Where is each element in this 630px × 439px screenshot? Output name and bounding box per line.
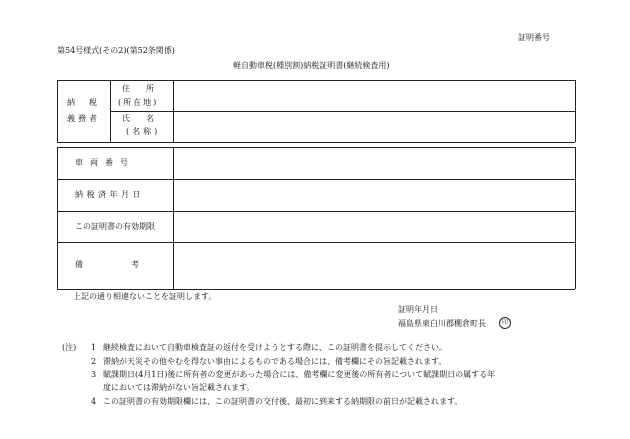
official-seal-icon: 印	[499, 317, 511, 329]
form-number: 第54号様式(その2)(第52条関係)	[57, 46, 175, 55]
address-sub-label: (所在地)	[118, 98, 159, 107]
note-3-number: 3	[91, 370, 97, 379]
vehicle-number-label: 車両番号	[75, 158, 135, 167]
note-3-continuation: 度においては滞納がない旨記載されます。	[103, 383, 255, 392]
certificate-number-label: 証明番号	[518, 33, 550, 42]
note-4-number: 4	[91, 397, 97, 406]
notes-header: (注)	[62, 343, 77, 352]
name-value[interactable]	[178, 117, 568, 135]
note-4-text: この証明書の有効期限欄には、この証明書の交付後、最初に到来する納期限の前日が記載されます。	[103, 397, 463, 406]
taxpayer-label-line2: 義務者	[67, 114, 100, 123]
name-label: 氏 名	[122, 114, 158, 123]
validity-period-label: この証明書の有効期限	[75, 222, 155, 231]
note-3-text: 賦課期日(4月1日)後に所有者の変更があった場合には、備考欄に変更後の所有者について賦課期日の属する年	[103, 370, 496, 379]
payment-date-value[interactable]	[178, 184, 568, 206]
certify-text: 上記の通り相違ないことを証明します。	[73, 292, 217, 301]
address-value[interactable]	[178, 86, 568, 104]
note-1-text: 継続検査において自動車検査証の返付を受けようとする際に、この証明書を提示してください。	[103, 343, 447, 352]
document-title: 軽自動車税(種別割)納税証明書(継続検査用)	[233, 61, 390, 70]
payment-date-label: 納税済年月日	[75, 190, 144, 199]
name-sub-label: (名称)	[126, 127, 161, 136]
address-label: 住 所	[122, 84, 158, 93]
validity-period-value[interactable]	[178, 216, 568, 238]
issuer-name: 福島県東白川郡棚倉町長	[398, 319, 486, 328]
certification-date-label: 証明年月日	[398, 305, 438, 314]
remarks-label: 備 考	[75, 260, 139, 269]
note-1-number: 1	[91, 343, 97, 352]
taxpayer-label-line1: 納 税	[67, 98, 100, 107]
note-2-number: 2	[91, 357, 97, 366]
vehicle-number-value[interactable]	[178, 152, 568, 174]
note-2-text: 滞納が天災その他やむを得ない事由によるものである場合には、備考欄にその旨記載されます。	[103, 357, 447, 366]
remarks-value[interactable]	[178, 247, 568, 285]
